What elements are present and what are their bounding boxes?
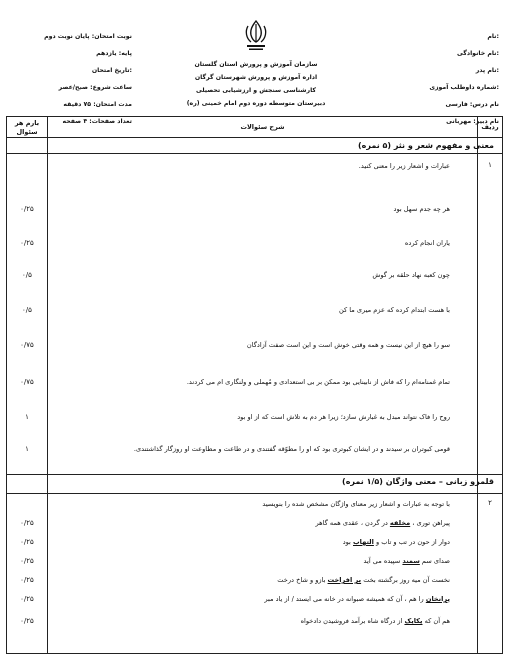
vocab-post: را هم ، آن که همیشه صبوانه در خانه می ایستد / از یاد مبر (264, 595, 426, 603)
item-score: ۰/۷۵ (20, 378, 34, 386)
vocab-pre: هم آن که (422, 617, 450, 625)
item-score: ۱ (25, 413, 29, 421)
exam-duration: مدت امتحان: ۷۵ دقیقه (63, 101, 132, 108)
vocab-post: از درگاه شاه برآمد فروشیدن دادخواه (300, 617, 405, 625)
info-id: شماره داوطلب آموزی: (429, 84, 499, 91)
item-score: ۰/۵ (22, 271, 32, 279)
vocab-pre: پیراهن توری ، (410, 519, 450, 527)
info-teacher: نام دبیر: مهربانی (446, 118, 499, 125)
question-item: روح را فاک نتواند مبدل به غبارش سازد؛ زیرا هر دم به تلاش است که از او بود (237, 413, 450, 421)
student-info (429, 28, 499, 130)
vocab-pre: دوار از حون در تب و تاب و (373, 538, 450, 546)
vocab-post: بازو و شاخ درخت (277, 576, 328, 584)
vocab-word: یکایک (404, 617, 423, 625)
vocab-item (277, 576, 450, 584)
item-score: ۰/۲۵ (20, 557, 34, 565)
org-line-2: اداره آموزش و پرورش شهرستان گرگان (194, 74, 318, 81)
vocab-item (364, 557, 450, 565)
item-score: ۱ (25, 445, 29, 453)
section1-title: معنی و مفهوم شعر و نثر (۵ نمره) (357, 141, 494, 150)
item-score: ۰/۷۵ (20, 341, 34, 349)
question-item: قومی کبوتران بر سیدند و در ایشان کبوتری بود که او را مطوّقه گفتندی و در طاعت و مطاوعت او روزگار گذاشتندی. (133, 445, 450, 453)
school-info (156, 58, 356, 110)
org-line-1: سازمان آموزش و پرورش استان گلستان (194, 61, 318, 68)
item-score: ۰/۲۵ (20, 617, 34, 625)
section1-number: ۱ (488, 161, 492, 169)
question-item: سو را هیچ از این نیست و همه وقتی خوش است و این است صفت آزادگان (246, 341, 450, 349)
vocab-word: سمند (402, 557, 420, 565)
section1-intro: عبارات و اشعار زیر را معنی کنید. (358, 162, 450, 170)
vocab-item (343, 538, 450, 546)
exam-date: تاریخ امتحان: (91, 67, 132, 74)
item-score: ۰/۲۵ (20, 239, 34, 247)
section1-divider (7, 153, 502, 154)
question-item: هر چه جدم سهل بود (393, 205, 450, 213)
question-item: چون کعبه نهاد حلقه بر گوش (372, 271, 450, 279)
vocab-word: مخلفه (389, 519, 411, 527)
vocab-item (301, 617, 450, 625)
iran-emblem-icon (238, 18, 274, 52)
org-line-4: دبیرستان متوسطه دوره دوم امام خمینی (ره) (186, 100, 326, 107)
vocab-pre: نخست آن میه روز برگشته بخت (361, 576, 450, 584)
question-column-header: شرح سئوالات (240, 123, 285, 131)
vocab-pre: صدای سم (419, 557, 450, 565)
exam-header (6, 6, 503, 125)
row-column-divider (477, 117, 478, 653)
score-column-header: بارم هر سئوال (14, 119, 40, 136)
vocab-item (264, 595, 450, 603)
question-item: با هست ابتدام کرده که عزم میری ما کن (339, 306, 450, 314)
question-item: تمام غمنامه‌ام را که فاش از نابینایی بود ممکن بر بی استعدادی و مُهملی و ولنگاری ام می کردند. (186, 378, 450, 386)
item-score: ۰/۲۵ (20, 205, 34, 213)
header-divider (7, 137, 502, 138)
vocab-item (316, 519, 450, 527)
exam-info (32, 28, 132, 130)
info-name: نام: (487, 33, 499, 40)
info-family: نام خانوادگی: (457, 50, 499, 57)
vocab-post: در گردن ، عقدی همه گاهر (315, 519, 390, 527)
score-column-divider (47, 117, 48, 653)
item-score: ۰/۵ (22, 306, 32, 314)
vocab-word: التهاب (353, 538, 374, 546)
item-score: ۰/۲۵ (20, 595, 34, 603)
vocab-post: بود (342, 538, 353, 546)
item-score: ۰/۲۵ (20, 519, 34, 527)
vocab-post: سپیده می آید (363, 557, 403, 565)
section2-divider (7, 493, 502, 494)
info-subject: نام درس: فارسی (445, 101, 499, 108)
exam-sheet (6, 6, 503, 654)
row-column-header: ردیف (481, 123, 499, 131)
question-table (6, 116, 503, 654)
exam-pages: تعداد صفحات: ۴ صفحه (62, 118, 132, 125)
section2-intro: با توجه به عبارات و اشعار زیر معنای واژگان مشخص شده را بنویسید (262, 500, 450, 508)
section2-title: قلمرو زبانی – معنی واژگان (۱/۵ نمره) (342, 477, 494, 486)
question-item: یاران انجام کرده (404, 239, 450, 247)
vocab-word: پرانخان (425, 595, 450, 603)
item-score: ۰/۲۵ (20, 538, 34, 546)
section2-number: ۲ (488, 499, 492, 507)
exam-term: نوبت امتحان: پایان نوبت دوم (44, 33, 132, 40)
section2-top-divider (7, 474, 502, 475)
exam-start: ساعت شروع: صبح/عصر (58, 84, 132, 91)
vocab-word: بر افراخت (327, 576, 362, 584)
exam-grade: پایه: یازدهم (96, 50, 132, 57)
item-score: ۰/۲۵ (20, 576, 34, 584)
org-line-3: کارشناسی سنجش و ارزشیابی تحصیلی (196, 87, 316, 94)
info-father: نام پدر: (475, 67, 499, 74)
